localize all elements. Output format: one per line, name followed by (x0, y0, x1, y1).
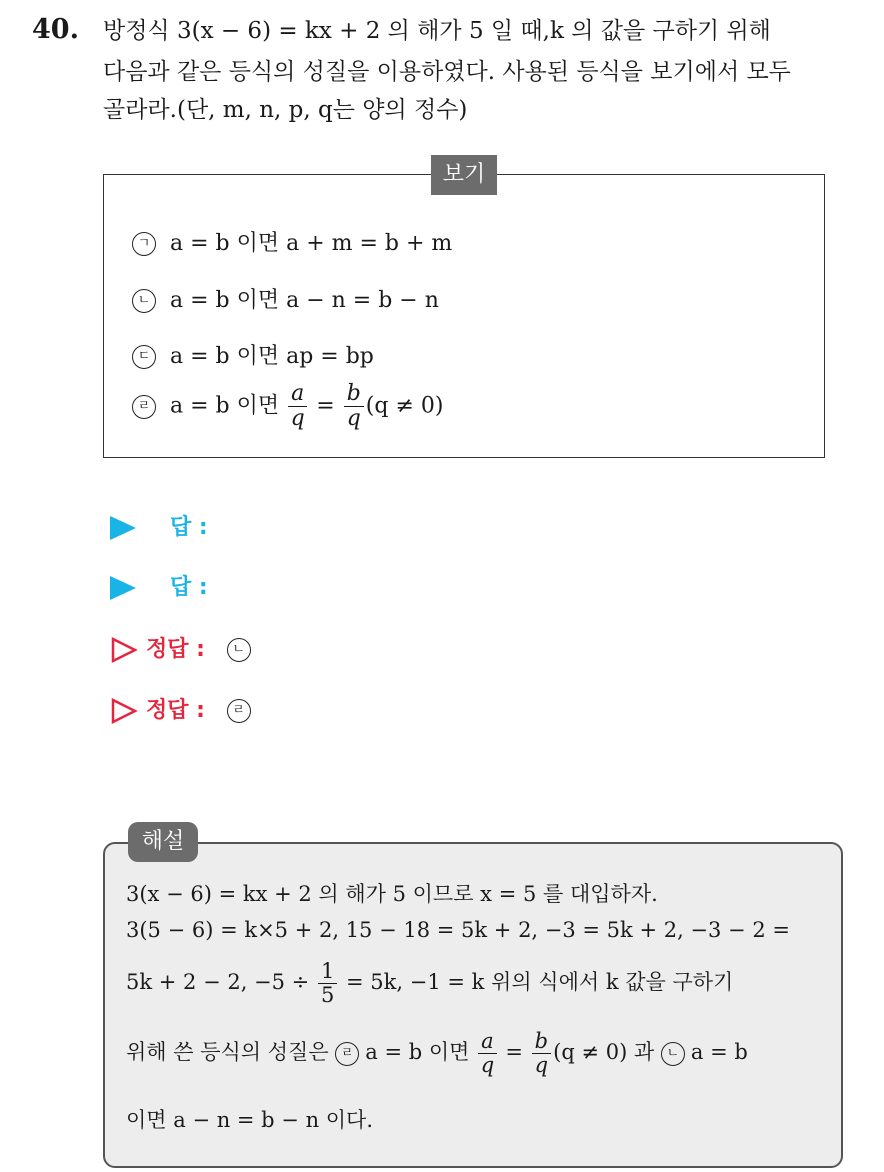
correct-label: 정답 : (146, 637, 205, 662)
bogi-option-4 (132, 382, 443, 431)
option-marker: ㄴ (132, 289, 156, 313)
fraction-one-fifth: $\frac{1}{5}$ (318, 960, 337, 1007)
bogi-label: 보기 (431, 155, 497, 195)
bogi-option-3 (132, 339, 374, 370)
question-number: 40. (32, 14, 79, 45)
equals-sign: = (505, 1040, 523, 1065)
answer-label: 답 : (170, 515, 208, 540)
option-marker: ㄱ (132, 232, 156, 256)
correct-answer-1 (110, 632, 265, 664)
explanation-line-3 (126, 960, 733, 1007)
explanation-line-1: 3(x − 6) = kx + 2 의 해가 5 이므로 x = 5 를 대입하자. (126, 882, 658, 906)
answer-blank-2 (110, 570, 208, 601)
option-text: a = b 이면 ap = bp (170, 344, 374, 369)
fraction-a-over-q: $\frac{a}{q}$ (478, 1030, 497, 1077)
explanation-line-5: 이면 a − n = b − n 이다. (126, 1108, 374, 1132)
correct-marker: ㄹ (227, 699, 251, 723)
option-prefix: a = b 이면 (170, 393, 280, 419)
question-line-1: 방정식 3(x − 6) = kx + 2 의 해가 5 일 때,k 의 값을 구하기 위해 (103, 18, 771, 44)
option-text: a = b 이면 a + m = b + m (170, 231, 453, 256)
fraction-b-over-q: $\frac{b}{q}$ (532, 1030, 551, 1077)
option-marker: ㄷ (132, 345, 156, 369)
text-segment: a = b 이면 (365, 1040, 470, 1065)
question-line-3: 골라라.(단, m, n, p, q는 양의 정수) (103, 97, 468, 123)
correct-answer-2 (110, 693, 265, 725)
play-triangle-icon (110, 576, 136, 600)
marker-circle: ㄴ (661, 1042, 685, 1066)
correct-marker: ㄴ (227, 638, 251, 662)
explanation-line-4 (126, 1030, 748, 1077)
text-segment: = 5k, −1 = k 위의 식에서 k 값을 구하기 (346, 970, 734, 995)
outline-triangle-icon (110, 697, 138, 725)
text-segment: 5k + 2 − 2, −5 ÷ (126, 970, 310, 995)
answer-blank-1 (110, 510, 208, 541)
marker-circle: ㄹ (335, 1042, 359, 1066)
answer-label: 답 : (170, 575, 208, 600)
question-line-2: 다음과 같은 등식의 성질을 이용하였다. 사용된 등식을 보기에서 모두 (103, 59, 791, 85)
option-marker: ㄹ (132, 395, 156, 419)
text-segment: (q ≠ 0) 과 (553, 1040, 655, 1065)
text-segment: 위해 쓴 등식의 성질은 (126, 1040, 329, 1065)
fraction-b-over-q: $\frac{b}{q}$ (344, 382, 364, 431)
option-suffix: (q ≠ 0) (365, 393, 444, 419)
text-segment: a = b (690, 1040, 748, 1065)
play-triangle-icon (110, 516, 136, 540)
bogi-option-1 (132, 226, 452, 257)
explanation-label: 해설 (128, 822, 198, 862)
fraction-a-over-q: $\frac{a}{q}$ (288, 382, 307, 431)
correct-label: 정답 : (146, 698, 205, 723)
equals-sign: = (316, 393, 335, 419)
explanation-line-2: 3(5 − 6) = k×5 + 2, 15 − 18 = 5k + 2, −3 = 5k + 2, −3 − 2 = (126, 918, 790, 942)
option-text: a = b 이면 a − n = b − n (170, 288, 439, 313)
outline-triangle-icon (110, 636, 138, 664)
bogi-option-2 (132, 283, 439, 314)
